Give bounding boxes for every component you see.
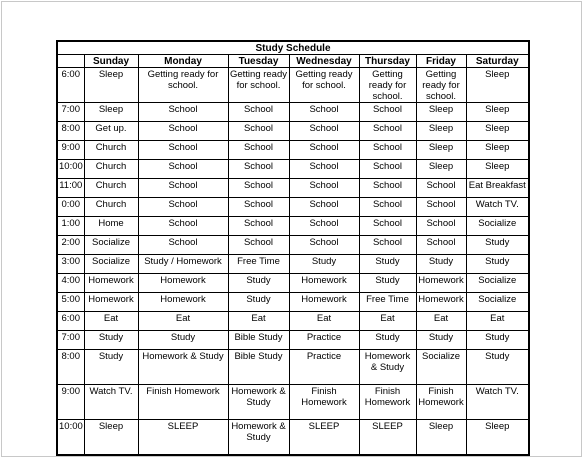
time-cell: 9:00 bbox=[57, 385, 84, 420]
activity-cell-tuesday: Homework & Study bbox=[228, 385, 289, 420]
activity-cell-tuesday: Bible Study bbox=[228, 350, 289, 385]
activity-cell-saturday: Study bbox=[466, 236, 529, 255]
time-cell: 10:00 bbox=[57, 420, 84, 456]
activity-cell-friday: Getting ready for school. bbox=[416, 68, 466, 103]
activity-cell-tuesday: School bbox=[228, 198, 289, 217]
activity-cell-tuesday: School bbox=[228, 103, 289, 122]
activity-cell-thursday: School bbox=[359, 236, 416, 255]
activity-cell-thursday: SLEEP bbox=[359, 420, 416, 456]
activity-cell-tuesday: School bbox=[228, 217, 289, 236]
activity-cell-monday: Finish Homework bbox=[138, 385, 228, 420]
activity-cell-tuesday: Free Time bbox=[228, 255, 289, 274]
time-header-cell bbox=[57, 55, 84, 68]
activity-cell-friday: Sleep bbox=[416, 141, 466, 160]
schedule-row bbox=[57, 312, 529, 331]
schedule-row bbox=[57, 103, 529, 122]
activity-cell-monday: School bbox=[138, 160, 228, 179]
activity-cell-thursday: School bbox=[359, 198, 416, 217]
activity-cell-monday: Homework bbox=[138, 274, 228, 293]
activity-cell-saturday: Eat bbox=[466, 312, 529, 331]
activity-cell-sunday: Homework bbox=[84, 274, 138, 293]
activity-cell-friday: Study bbox=[416, 331, 466, 350]
day-header-thursday: Thursday bbox=[359, 55, 416, 68]
activity-cell-monday: Homework bbox=[138, 293, 228, 312]
activity-cell-friday: Homework bbox=[416, 293, 466, 312]
activity-cell-friday: School bbox=[416, 217, 466, 236]
day-header-sunday: Sunday bbox=[84, 55, 138, 68]
activity-cell-saturday: Sleep bbox=[466, 68, 529, 103]
activity-cell-tuesday: Getting ready for school. bbox=[228, 68, 289, 103]
schedule-row bbox=[57, 198, 529, 217]
activity-cell-saturday: Socialize bbox=[466, 217, 529, 236]
time-cell: 8:00 bbox=[57, 350, 84, 385]
activity-cell-wednesday: School bbox=[289, 236, 359, 255]
activity-cell-monday: Study bbox=[138, 331, 228, 350]
activity-cell-friday: Homework bbox=[416, 274, 466, 293]
activity-cell-saturday: Sleep bbox=[466, 160, 529, 179]
activity-cell-sunday: Homework bbox=[84, 293, 138, 312]
activity-cell-sunday: Eat bbox=[84, 312, 138, 331]
study-schedule-table bbox=[56, 40, 530, 456]
activity-cell-wednesday: School bbox=[289, 103, 359, 122]
activity-cell-saturday: Study bbox=[466, 350, 529, 385]
schedule-row bbox=[57, 122, 529, 141]
activity-cell-monday: SLEEP bbox=[138, 420, 228, 456]
activity-cell-wednesday: School bbox=[289, 179, 359, 198]
time-cell: 4:00 bbox=[57, 274, 84, 293]
activity-cell-thursday: Homework & Study bbox=[359, 350, 416, 385]
activity-cell-thursday: School bbox=[359, 103, 416, 122]
time-cell: 9:00 bbox=[57, 141, 84, 160]
activity-cell-friday: Sleep bbox=[416, 122, 466, 141]
activity-cell-saturday: Watch TV. bbox=[466, 385, 529, 420]
activity-cell-monday: School bbox=[138, 198, 228, 217]
activity-cell-friday: Sleep bbox=[416, 160, 466, 179]
time-cell: 3:00 bbox=[57, 255, 84, 274]
activity-cell-wednesday: Study bbox=[289, 255, 359, 274]
activity-cell-thursday: School bbox=[359, 217, 416, 236]
time-cell: 6:00 bbox=[57, 68, 84, 103]
activity-cell-saturday: Socialize bbox=[466, 274, 529, 293]
schedule-row bbox=[57, 236, 529, 255]
activity-cell-saturday: Socialize bbox=[466, 293, 529, 312]
activity-cell-sunday: Church bbox=[84, 179, 138, 198]
activity-cell-sunday: Home bbox=[84, 217, 138, 236]
activity-cell-thursday: School bbox=[359, 160, 416, 179]
schedule-row bbox=[57, 68, 529, 103]
activity-cell-tuesday: School bbox=[228, 122, 289, 141]
schedule-row bbox=[57, 255, 529, 274]
activity-cell-saturday: Eat Breakfast bbox=[466, 179, 529, 198]
activity-cell-tuesday: Study bbox=[228, 293, 289, 312]
day-header-wednesday: Wednesday bbox=[289, 55, 359, 68]
activity-cell-monday: Homework & Study bbox=[138, 350, 228, 385]
activity-cell-thursday: School bbox=[359, 122, 416, 141]
activity-cell-wednesday: Getting ready for school. bbox=[289, 68, 359, 103]
activity-cell-saturday: Sleep bbox=[466, 420, 529, 456]
activity-cell-sunday: Church bbox=[84, 160, 138, 179]
schedule-row bbox=[57, 350, 529, 385]
activity-cell-wednesday: School bbox=[289, 198, 359, 217]
activity-cell-saturday: Watch TV. bbox=[466, 198, 529, 217]
schedule-row bbox=[57, 179, 529, 198]
activity-cell-tuesday: School bbox=[228, 141, 289, 160]
activity-cell-monday: Getting ready for school. bbox=[138, 68, 228, 103]
activity-cell-wednesday: Practice bbox=[289, 350, 359, 385]
activity-cell-monday: School bbox=[138, 122, 228, 141]
activity-cell-sunday: Socialize bbox=[84, 255, 138, 274]
schedule-body bbox=[57, 68, 529, 456]
activity-cell-friday: School bbox=[416, 236, 466, 255]
activity-cell-tuesday: School bbox=[228, 160, 289, 179]
activity-cell-monday: School bbox=[138, 103, 228, 122]
activity-cell-sunday: Sleep bbox=[84, 420, 138, 456]
time-cell: 8:00 bbox=[57, 122, 84, 141]
schedule-row bbox=[57, 385, 529, 420]
activity-cell-friday: Study bbox=[416, 255, 466, 274]
activity-cell-wednesday: Homework bbox=[289, 293, 359, 312]
time-cell: 1:00 bbox=[57, 217, 84, 236]
time-cell: 2:00 bbox=[57, 236, 84, 255]
activity-cell-wednesday: Eat bbox=[289, 312, 359, 331]
activity-cell-sunday: Socialize bbox=[84, 236, 138, 255]
schedule-row bbox=[57, 160, 529, 179]
activity-cell-wednesday: School bbox=[289, 141, 359, 160]
activity-cell-tuesday: School bbox=[228, 179, 289, 198]
activity-cell-monday: School bbox=[138, 141, 228, 160]
activity-cell-thursday: Study bbox=[359, 274, 416, 293]
activity-cell-tuesday: Bible Study bbox=[228, 331, 289, 350]
activity-cell-thursday: Study bbox=[359, 255, 416, 274]
schedule-row bbox=[57, 217, 529, 236]
time-cell: 10:00 bbox=[57, 160, 84, 179]
schedule-row bbox=[57, 274, 529, 293]
activity-cell-tuesday: Homework & Study bbox=[228, 420, 289, 456]
time-cell: 5:00 bbox=[57, 293, 84, 312]
time-cell: 7:00 bbox=[57, 103, 84, 122]
activity-cell-sunday: Study bbox=[84, 350, 138, 385]
activity-cell-sunday: Get up. bbox=[84, 122, 138, 141]
activity-cell-saturday: Study bbox=[466, 331, 529, 350]
activity-cell-saturday: Sleep bbox=[466, 141, 529, 160]
day-header-friday: Friday bbox=[416, 55, 466, 68]
activity-cell-saturday: Sleep bbox=[466, 103, 529, 122]
activity-cell-wednesday: SLEEP bbox=[289, 420, 359, 456]
activity-cell-monday: School bbox=[138, 236, 228, 255]
activity-cell-wednesday: School bbox=[289, 160, 359, 179]
activity-cell-thursday: Free Time bbox=[359, 293, 416, 312]
day-header-tuesday: Tuesday bbox=[228, 55, 289, 68]
activity-cell-monday: School bbox=[138, 217, 228, 236]
schedule-row bbox=[57, 141, 529, 160]
time-cell: 0:00 bbox=[57, 198, 84, 217]
activity-cell-thursday: Getting ready for school. bbox=[359, 68, 416, 103]
activity-cell-sunday: Church bbox=[84, 198, 138, 217]
activity-cell-sunday: Sleep bbox=[84, 68, 138, 103]
schedule-row bbox=[57, 293, 529, 312]
activity-cell-tuesday: School bbox=[228, 236, 289, 255]
activity-cell-wednesday: School bbox=[289, 122, 359, 141]
activity-cell-friday: School bbox=[416, 179, 466, 198]
activity-cell-wednesday: Finish Homework bbox=[289, 385, 359, 420]
activity-cell-friday: Sleep bbox=[416, 420, 466, 456]
day-header-row bbox=[57, 55, 529, 68]
activity-cell-wednesday: School bbox=[289, 217, 359, 236]
activity-cell-monday: School bbox=[138, 179, 228, 198]
day-header-saturday: Saturday bbox=[466, 55, 529, 68]
activity-cell-thursday: School bbox=[359, 179, 416, 198]
activity-cell-thursday: School bbox=[359, 141, 416, 160]
activity-cell-tuesday: Study bbox=[228, 274, 289, 293]
schedule-row bbox=[57, 331, 529, 350]
activity-cell-sunday: Watch TV. bbox=[84, 385, 138, 420]
schedule-title: Study Schedule bbox=[57, 41, 529, 55]
activity-cell-sunday: Sleep bbox=[84, 103, 138, 122]
activity-cell-friday: Eat bbox=[416, 312, 466, 331]
activity-cell-thursday: Finish Homework bbox=[359, 385, 416, 420]
activity-cell-saturday: Sleep bbox=[466, 122, 529, 141]
activity-cell-friday: Socialize bbox=[416, 350, 466, 385]
activity-cell-thursday: Study bbox=[359, 331, 416, 350]
time-cell: 6:00 bbox=[57, 312, 84, 331]
activity-cell-saturday: Study bbox=[466, 255, 529, 274]
activity-cell-friday: Sleep bbox=[416, 103, 466, 122]
activity-cell-friday: Finish Homework bbox=[416, 385, 466, 420]
activity-cell-wednesday: Practice bbox=[289, 331, 359, 350]
schedule-row bbox=[57, 420, 529, 456]
activity-cell-monday: Study / Homework bbox=[138, 255, 228, 274]
activity-cell-wednesday: Homework bbox=[289, 274, 359, 293]
day-header-monday: Monday bbox=[138, 55, 228, 68]
activity-cell-friday: School bbox=[416, 198, 466, 217]
activity-cell-sunday: Church bbox=[84, 141, 138, 160]
activity-cell-sunday: Study bbox=[84, 331, 138, 350]
time-cell: 11:00 bbox=[57, 179, 84, 198]
activity-cell-thursday: Eat bbox=[359, 312, 416, 331]
activity-cell-monday: Eat bbox=[138, 312, 228, 331]
time-cell: 7:00 bbox=[57, 331, 84, 350]
title-row bbox=[57, 41, 529, 55]
activity-cell-tuesday: Eat bbox=[228, 312, 289, 331]
